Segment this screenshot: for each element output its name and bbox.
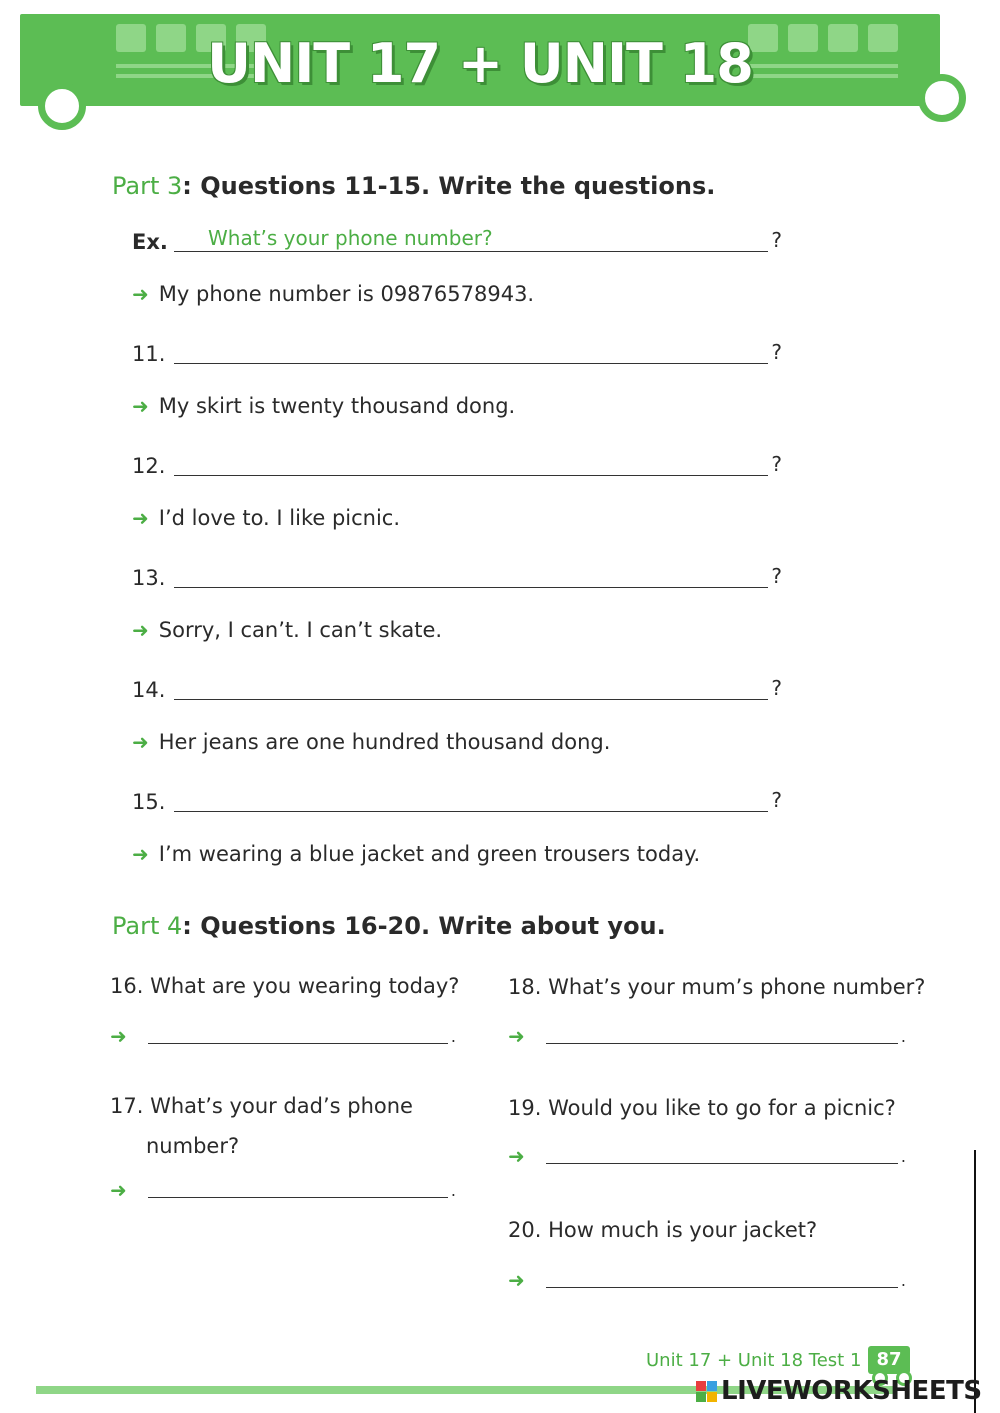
answer-input-line-17[interactable] — [148, 1197, 448, 1198]
arrow-icon: ➜ — [132, 618, 149, 642]
question-input-line-15[interactable] — [174, 811, 768, 812]
question-number: 12. — [132, 454, 166, 478]
period: . — [900, 1147, 906, 1166]
question-number: 11. — [132, 342, 166, 366]
banner-wheel-left — [38, 82, 86, 130]
answer-row-11 — [132, 394, 515, 424]
period: . — [450, 1027, 456, 1046]
answer-row-19 — [508, 1140, 906, 1168]
answer-text: My skirt is twenty thousand dong. — [158, 394, 516, 418]
liveworksheets-logo — [696, 1376, 982, 1406]
question-mark: ? — [771, 228, 782, 252]
period: . — [900, 1027, 906, 1046]
question-mark: ? — [771, 340, 782, 364]
example-question-text: What’s your phone number? — [208, 226, 493, 250]
arrow-icon: ➜ — [132, 282, 149, 306]
question-mark: ? — [771, 564, 782, 588]
answer-text: I’m wearing a blue jacket and green trousers today. — [158, 842, 701, 866]
answer-row-17 — [110, 1174, 456, 1202]
answer-row-16 — [110, 1020, 456, 1048]
example-answer-line — [174, 251, 768, 252]
header-banner — [20, 14, 940, 106]
banner-wheel-right — [918, 74, 966, 122]
watermark-text: LIVEWORKSHEETS — [721, 1376, 982, 1406]
example-answer-text: My phone number is 09876578943. — [158, 282, 535, 306]
answer-row-20 — [508, 1264, 906, 1292]
arrow-icon: ➜ — [132, 842, 149, 866]
question-row-11 — [132, 338, 782, 368]
question-mark: ? — [771, 788, 782, 812]
margin-divider — [974, 1150, 976, 1413]
question-row-14 — [132, 674, 782, 704]
period: . — [900, 1271, 906, 1290]
question-input-line-14[interactable] — [174, 699, 768, 700]
part4-label: Part 4 — [112, 912, 183, 940]
page-title: UNIT 17 + UNIT 18 — [207, 32, 753, 95]
period: . — [450, 1181, 456, 1200]
part4-heading — [112, 912, 666, 940]
arrow-icon: ➜ — [110, 1178, 127, 1202]
arrow-icon: ➜ — [508, 1268, 525, 1292]
question-mark: ? — [771, 452, 782, 476]
answer-text: Her jeans are one hundred thousand dong. — [158, 730, 611, 754]
question-row-15 — [132, 786, 782, 816]
part3-label: Part 3 — [112, 172, 183, 200]
answer-row-13 — [132, 618, 442, 648]
page-number: 87 — [868, 1346, 910, 1374]
answer-input-line-16[interactable] — [148, 1043, 448, 1044]
answer-text: I’d love to. I like picnic. — [158, 506, 401, 530]
arrow-icon: ➜ — [110, 1024, 127, 1048]
question-input-line-11[interactable] — [174, 363, 768, 364]
liveworksheets-icon — [696, 1381, 717, 1402]
answer-row-12 — [132, 506, 400, 536]
answer-row-18 — [508, 1020, 906, 1048]
arrow-icon: ➜ — [132, 394, 149, 418]
question-number: 13. — [132, 566, 166, 590]
question-17-line1: 17. What’s your dad’s phone — [110, 1094, 413, 1118]
question-17-line2: number? — [146, 1134, 240, 1158]
question-input-line-13[interactable] — [174, 587, 768, 588]
part4-heading-text: : Questions 16-20. Write about you. — [182, 912, 666, 940]
answer-text: Sorry, I can’t. I can’t skate. — [158, 618, 443, 642]
question-row-13 — [132, 562, 782, 592]
question-16: 16. What are you wearing today? — [110, 974, 460, 998]
answer-row-14 — [132, 730, 610, 760]
answer-input-line-18[interactable] — [546, 1043, 898, 1044]
question-19: 19. Would you like to go for a picnic? — [508, 1096, 896, 1120]
part3-heading-text: : Questions 11-15. Write the questions. — [182, 172, 716, 200]
part3-heading — [112, 172, 715, 200]
arrow-icon: ➜ — [508, 1144, 525, 1168]
question-row-12 — [132, 450, 782, 480]
example-answer-row — [132, 282, 534, 312]
question-number: 15. — [132, 790, 166, 814]
arrow-icon: ➜ — [132, 506, 149, 530]
answer-row-15 — [132, 842, 700, 872]
arrow-icon: ➜ — [508, 1024, 525, 1048]
question-number: 14. — [132, 678, 166, 702]
arrow-icon: ➜ — [132, 730, 149, 754]
question-20: 20. How much is your jacket? — [508, 1218, 818, 1242]
footer-test-label: Unit 17 + Unit 18 Test 1 — [646, 1350, 862, 1371]
question-mark: ? — [771, 676, 782, 700]
question-input-line-12[interactable] — [174, 475, 768, 476]
question-18: 18. What’s your mum’s phone number? — [508, 975, 926, 999]
answer-input-line-19[interactable] — [546, 1163, 898, 1164]
answer-input-line-20[interactable] — [546, 1287, 898, 1288]
example-number: Ex. — [132, 230, 168, 254]
example-question-row — [132, 226, 782, 256]
